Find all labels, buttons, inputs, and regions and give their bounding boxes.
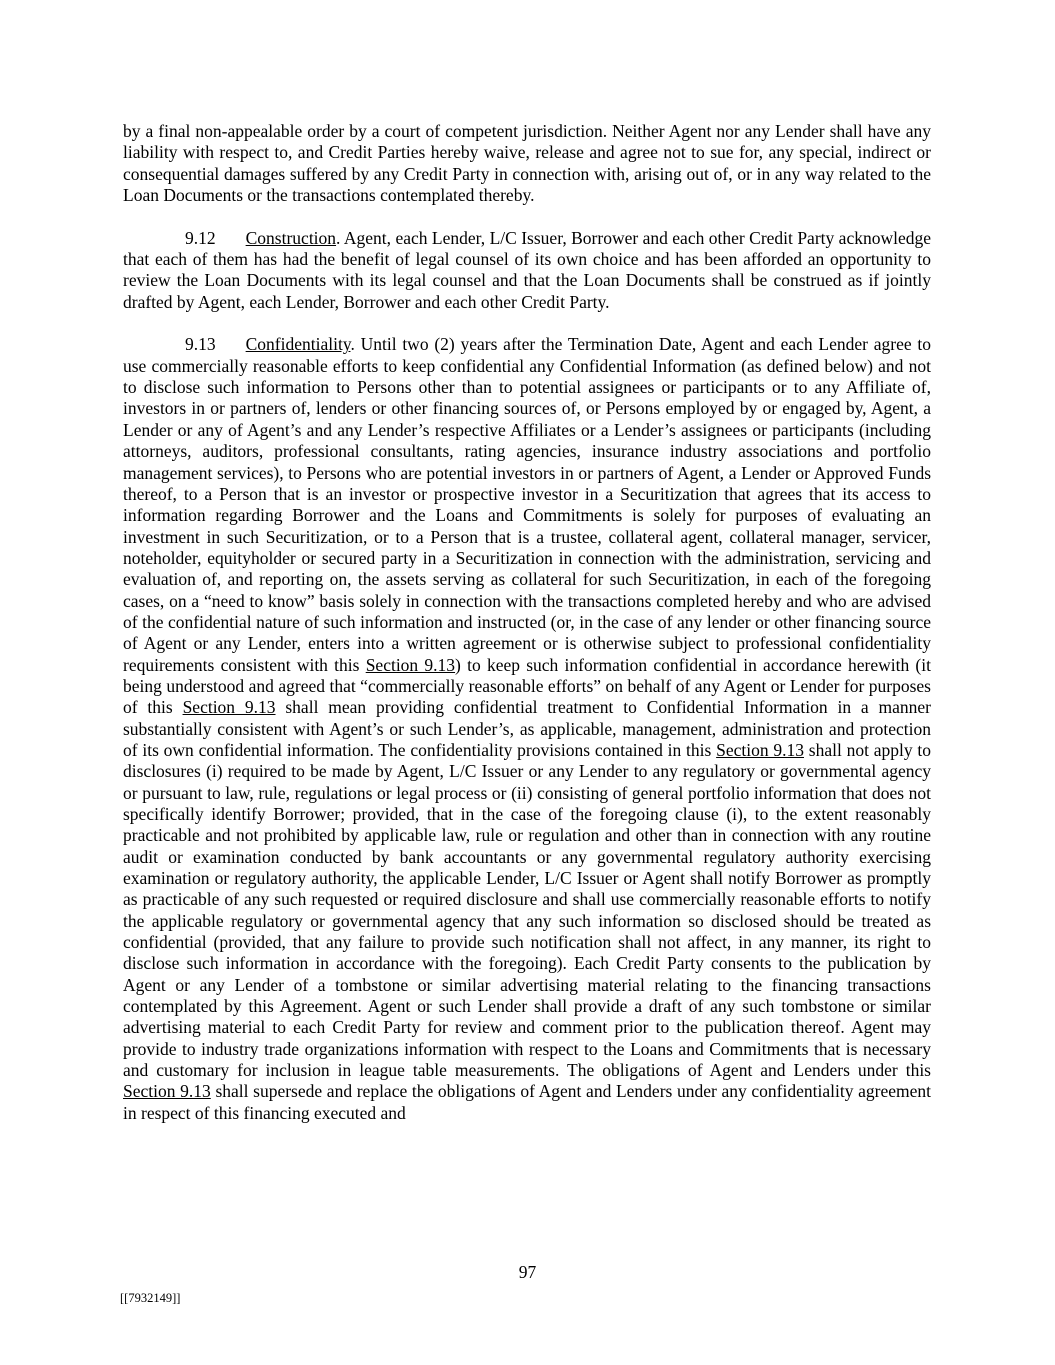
underlined-reference: Section 9.13: [123, 1081, 211, 1102]
text-segment: 9.13: [185, 334, 216, 355]
document-id-footer: [[7932149]]: [120, 1291, 181, 1305]
text-segment: ) to keep such information confidential in accordance herewith (it being understood and agreed that “commercially reasonable efforts” on behalf of any Agent or Lender for purposes of this: [123, 654, 931, 718]
underlined-reference: Confidentiality: [245, 334, 351, 355]
underlined-reference: Section 9.13: [716, 739, 804, 760]
continuation-paragraph: [123, 121, 931, 206]
text-segment: . Agent, each Lender, L/C Issuer, Borrower and each other Credit Party acknowledge that each of them has had the benefit of legal counsel of its own choice and has been afforded an opportunity to review the Loan Documents with its legal counsel and that the Loan Documents shall be construed as if jointly drafted by Agent, each Lender, Borrower and each other Credit Party.: [123, 227, 931, 312]
text-segment: shall mean providing confidential treatment to Confidential Information in a manner substantially consistent with Agent’s or such Lender’s, as applicable, management, administration and protection of its own confidential information. The confidentiality provisions contained in this: [123, 697, 931, 760]
section-9-12-construction: [123, 228, 931, 313]
underlined-reference: Section 9.13: [365, 654, 456, 675]
text-segment: 9.12: [185, 227, 216, 248]
text-segment: . Until two (2) years after the Termination Date, Agent and each Lender agree to use commercially reasonable efforts to keep confidential any Confidential Information (as defined below) and not to disclose such information to Persons other than to potential assignees or participants or to any Affiliate of, investors in or partners of, lenders or other financing sources of, or Persons employed by or engaged by, Agent, a Lender or any of Agent’s and any Lender’s respective Affiliates or a Lender’s assignees or participants (including attorneys, auditors, professional consultants, rating agencies, insurance industry associations and portfolio management services), to Persons who are potential investors in or partners of Agent, a Lender or Approved Funds thereof, to a Person that is an investor or prospective investor in a Securitization that agrees that its access to information regarding Borrower and the Loans and Commitments is solely for purposes of evaluating an investment in such Securitization, or to a Person that is a trustee, collateral agent, collateral manager, servicer, noteholder, equityholder or secured party in a Securitization in connection with the administration, servicing and evaluation of, and reporting on, the assets serving as collateral for such Securitization, in each of the foregoing cases, on a “need to know” basis solely in connection with the transactions completed hereby and who are advised of the confidential nature of such information and instructed (or, in the case of any lender or other financing source of Agent or any Lender, enters into a written agreement or is otherwise subject to professional confidentiality requirements consistent with this: [123, 334, 931, 675]
text-segment: shall not apply to disclosures (i) required to be made by Agent, L/C Issuer or any Lender to any regulatory or governmental agency or pursuant to law, rule, regulations or legal process or (ii) consisting of general portfolio information that does not specifically identify Borrower; provided, that in the case of the foregoing clause (i), to the extent reasonably practicable and not prohibited by applicable law, rule or regulation and other than in connection with any routine audit or examination conducted by bank accountants or any governmental regulatory authority exercising examination or regulatory authority, the applicable Lender, L/C Issuer or Agent shall notify Borrower as promptly as practicable of any such requested or required disclosure and shall use commercially reasonable efforts to notify the applicable regulatory or governmental agency that any such information so disclosed should be treated as confidential (provided, that any failure to provide such notification shall not affect, in any manner, its right to disclose such information in accordance with the foregoing). Each Credit Party consents to the publication by Agent or any Lender of a tombstone or similar advertising material relating to the financing transactions contemplated by this Agreement. Agent or such Lender shall provide a draft of any such tombstone or similar advertising material to each Credit Party for review and comment prior to the publication thereof. Agent may provide to industry trade organizations information with respect to the Loans and Commitments that is necessary and customary for inclusion in league table measurements. The obligations of Agent and Lenders under this: [123, 739, 931, 1081]
page-number: 97: [518, 1262, 537, 1282]
paragraphs-container: [123, 121, 931, 1124]
underlined-reference: Section 9.13: [182, 697, 276, 718]
underlined-reference: Construction: [245, 227, 337, 248]
section-9-13-confidentiality: [123, 334, 931, 1124]
text-segment: by a final non-appealable order by a court of competent jurisdiction. Neither Agent nor any Lender shall have any liability with respect to, and Credit Parties hereby waive, release and agree not to sue for, any special, indirect or consequential damages suffered by any Credit Party in connection with, arising out of, or in any way related to the Loan Documents or the transactions contemplated thereby.: [123, 121, 931, 206]
text-segment: shall supersede and replace the obligations of Agent and Lenders under any confidentiality agreement in respect of this financing executed and: [123, 1081, 931, 1123]
